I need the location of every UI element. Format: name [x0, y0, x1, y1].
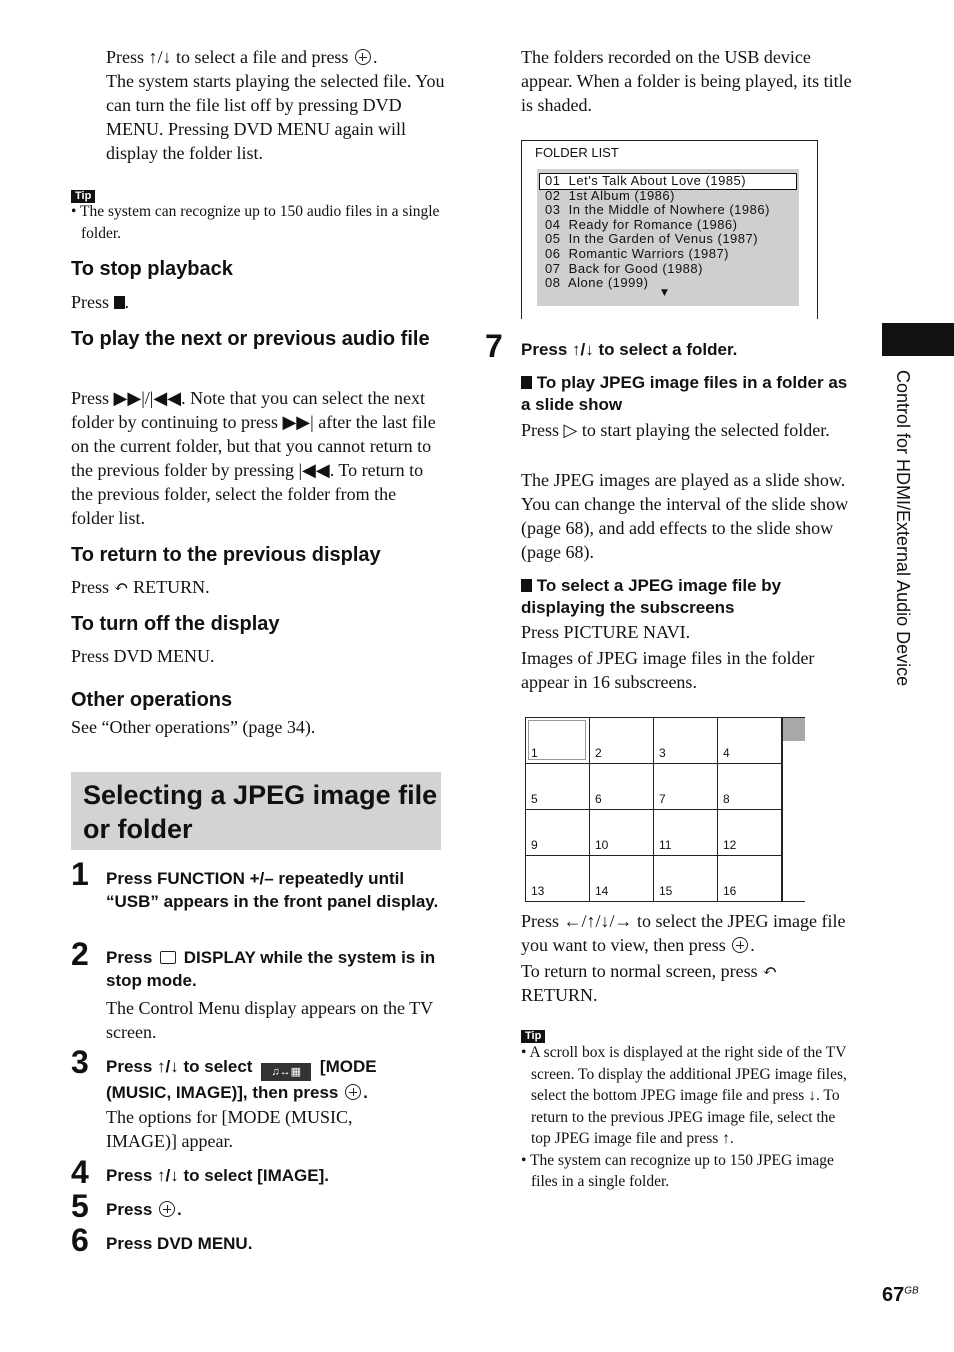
folder-item[interactable]: 06 Romantic Warriors (1987) [545, 245, 730, 261]
step-3-text-b: [MODE (MUSIC, IMAGE)], then press [106, 1057, 377, 1102]
intro-paragraph [106, 45, 446, 165]
folder-list-screen [521, 140, 818, 319]
subscreen-number: 8 [723, 792, 730, 806]
tip-badge: Tip [521, 1030, 545, 1043]
subscreen-number: 11 [659, 838, 672, 852]
after-grid-text-2: To return to normal screen, press ↶ RETURN. [521, 961, 778, 1005]
heading-next-previous: To play the next or previous audio file [71, 328, 430, 350]
intro-text-2: The system starts playing the selected file. You can turn the file list off by pressing DVD MENU. Pressing DVD MENU again will display the folder list. [106, 71, 445, 163]
step-5-text-a: Press [106, 1200, 158, 1219]
subscreen-number: 4 [723, 746, 730, 760]
subscreen-number: 15 [659, 884, 673, 898]
jpeg-subscreen-cell[interactable] [654, 764, 718, 810]
jpeg-subscreen-cell[interactable] [590, 856, 654, 901]
jpeg-subscreen-cell[interactable] [718, 764, 782, 810]
folder-item[interactable]: 03 In the Middle of Nowhere (1986) [545, 202, 770, 218]
turn-off-text: Press DVD MENU. [71, 646, 215, 666]
step-4-text: Press ↑/↓ to select [IMAGE]. [106, 1166, 329, 1185]
side-tab-marker [882, 323, 954, 356]
after-grid-text-1a: Press ←/↑/↓/→ to select the JPEG image file you want to view, then press [521, 911, 846, 955]
enter-button-icon [355, 49, 371, 65]
jpeg-subscreen-cell[interactable] [526, 810, 590, 856]
jpeg-subscreen-cell[interactable] [654, 810, 718, 856]
display-icon [160, 951, 176, 964]
subscreen-number: 7 [659, 792, 666, 806]
stop-icon [114, 296, 125, 309]
step-6-text: Press DVD MENU. [106, 1234, 253, 1253]
mode-music-image-icon: ♫↔▦ [261, 1063, 311, 1081]
subscreen-number: 6 [595, 792, 602, 806]
step-6-number: 6 [71, 1222, 89, 1258]
subscreen-number: 5 [531, 792, 538, 806]
page-number-value: 67 [882, 1284, 905, 1306]
heading-turn-off: To turn off the display [71, 613, 280, 635]
folder-list [537, 169, 799, 306]
return-text: Press ↶ RETURN. [71, 577, 210, 597]
folder-item[interactable]: 08 Alone (1999) [545, 275, 649, 291]
subscreen-number: 16 [723, 884, 737, 898]
subheading-slide-show [521, 372, 861, 416]
page-number [882, 1284, 919, 1307]
step-5-text [106, 1198, 446, 1221]
enter-button-icon [159, 1201, 175, 1217]
step-3-text [106, 1055, 446, 1104]
step-2-text-a: Press [106, 948, 158, 967]
step-5-number: 5 [71, 1188, 89, 1224]
step-1-text: Press FUNCTION +/– repeatedly until “USB” appears in the front panel display. [106, 869, 439, 911]
step-3-text-a: Press ↑/↓ to select [106, 1057, 258, 1076]
tip-badge: Tip [71, 190, 95, 203]
step-1-number: 1 [71, 856, 89, 892]
jpeg-subscreen-cell[interactable] [590, 810, 654, 856]
step-5-text-b: . [177, 1200, 182, 1219]
jpeg-subscreen-cell[interactable] [654, 856, 718, 901]
side-tab-label: Control for HDMI/External Audio Device [893, 370, 913, 687]
slide-show-text-1: Press ▷ to start playing the selected folder. [521, 420, 830, 440]
folder-item[interactable]: 04 Ready for Romance (1986) [545, 216, 738, 232]
jpeg-subscreen-cell[interactable] [590, 764, 654, 810]
step-7-text: Press ↑/↓ to select a folder. [521, 340, 738, 359]
section-banner [71, 772, 441, 850]
jpeg-subscreen-cell[interactable] [526, 764, 590, 810]
subscreen-number: 3 [659, 746, 666, 760]
picture-navi-text: Press PICTURE NAVI. [521, 622, 691, 642]
tip-1-text: • The system can recognize up to 150 audio files in a single folder. [71, 203, 440, 242]
folder-item[interactable]: 02 1st Album (1986) [545, 187, 675, 203]
subscreen-number: 9 [531, 838, 538, 852]
jpeg-subscreen-cell[interactable] [654, 718, 718, 764]
enter-button-icon [345, 1084, 361, 1100]
step-3-text-c: . [363, 1083, 368, 1102]
step-7-number: 7 [485, 328, 503, 364]
after-grid-text-1 [521, 909, 861, 957]
square-bullet-icon [521, 376, 532, 389]
folder-item[interactable]: 01 Let's Talk About Love (1985) [545, 173, 747, 188]
folder-item[interactable]: 07 Back for Good (1988) [545, 260, 703, 276]
after-grid-text-1b: . [750, 935, 755, 955]
intro-text-end: . [372, 47, 378, 67]
stop-text [71, 290, 129, 314]
page-number-suffix: GB [904, 1285, 919, 1297]
subscreen-number: 1 [531, 746, 538, 760]
heading-stop-playback: To stop playback [71, 258, 233, 280]
folder-item[interactable]: 05 In the Garden of Venus (1987) [545, 231, 759, 247]
step-2-text-b: DISPLAY while the system is in stop mode. [106, 948, 436, 990]
intro-text: Press ↑/↓ to select a file and press [106, 47, 353, 67]
subheading-subscreens-text: To select a JPEG image file by displaying the subscreens [521, 576, 782, 617]
folders-intro: The folders recorded on the USB device appear. When a folder is being played, its title is shaded. [521, 47, 852, 115]
subscreens-text: Images of JPEG image files in the folder appear in 16 subscreens. [521, 648, 815, 692]
subscreen-number: 12 [723, 838, 737, 852]
jpeg-subscreen-cell[interactable] [526, 718, 590, 764]
tip-2-list [521, 1042, 853, 1193]
next-previous-text: Press ▶▶|/|◀◀. Note that you can select the next folder by continuing to press ▶▶| after the last file on the current folder, but that you cannot return to the previous folder by pressing |◀◀. To return to the previous folder, select the folder from the folder list. [71, 388, 436, 528]
folder-list-title: FOLDER LIST [535, 145, 619, 160]
jpeg-subscreen-cell[interactable] [590, 718, 654, 764]
subscreen-number: 2 [595, 746, 602, 760]
jpeg-subscreen-cell[interactable] [718, 718, 782, 764]
step-3-number: 3 [71, 1044, 89, 1080]
heading-other-operations: Other operations [71, 689, 233, 711]
jpeg-subscreen-cell[interactable] [526, 856, 590, 901]
scroll-down-icon[interactable]: ▼ [661, 288, 668, 298]
folder-items [545, 174, 770, 291]
section-title: Selecting a JPEG image file or folder [83, 780, 438, 844]
step-2-number: 2 [71, 936, 89, 972]
tip-2-item: • A scroll box is displayed at the right side of the TV screen. To display the additional JPEG image files, select the bottom JPEG image file and press ↓. To return to the previous JPEG image file, select the top JPEG image file and press ↑. [521, 1044, 847, 1147]
tip-2-item: • The system can recognize up to 150 JPEG image files in a single folder. [521, 1151, 834, 1190]
jpeg-subscreen-cell[interactable] [718, 810, 782, 856]
step-2-text [106, 946, 446, 992]
jpeg-subscreen-cell[interactable] [718, 856, 782, 901]
subheading-slide-show-text: To play JPEG image files in a folder as a slide show [521, 373, 848, 414]
subheading-subscreens [521, 575, 861, 619]
stop-end: . [124, 292, 130, 312]
stop-press: Press [71, 292, 114, 312]
heading-return: To return to the previous display [71, 544, 381, 566]
subscreen-number: 13 [531, 884, 545, 898]
step-4-number: 4 [71, 1154, 89, 1190]
step-3-body: The options for [MODE (MUSIC, IMAGE)] appear. [106, 1107, 353, 1151]
subscreen-number: 10 [595, 838, 609, 852]
scroll-thumb[interactable] [783, 718, 805, 741]
slide-show-text-2: The JPEG images are played as a slide show. You can change the interval of the slide show (page 68), and add effects to the slide show (page 68). [521, 470, 849, 562]
subscreen-number: 14 [595, 884, 609, 898]
jpeg-subscreen-grid [525, 717, 805, 902]
other-operations-text: See “Other operations” (page 34). [71, 717, 316, 737]
step-2-body: The Control Menu display appears on the TV screen. [106, 998, 433, 1042]
enter-button-icon [732, 937, 748, 953]
square-bullet-icon [521, 579, 532, 592]
scroll-box[interactable] [782, 718, 805, 901]
selected-subscreen-highlight [528, 720, 586, 760]
